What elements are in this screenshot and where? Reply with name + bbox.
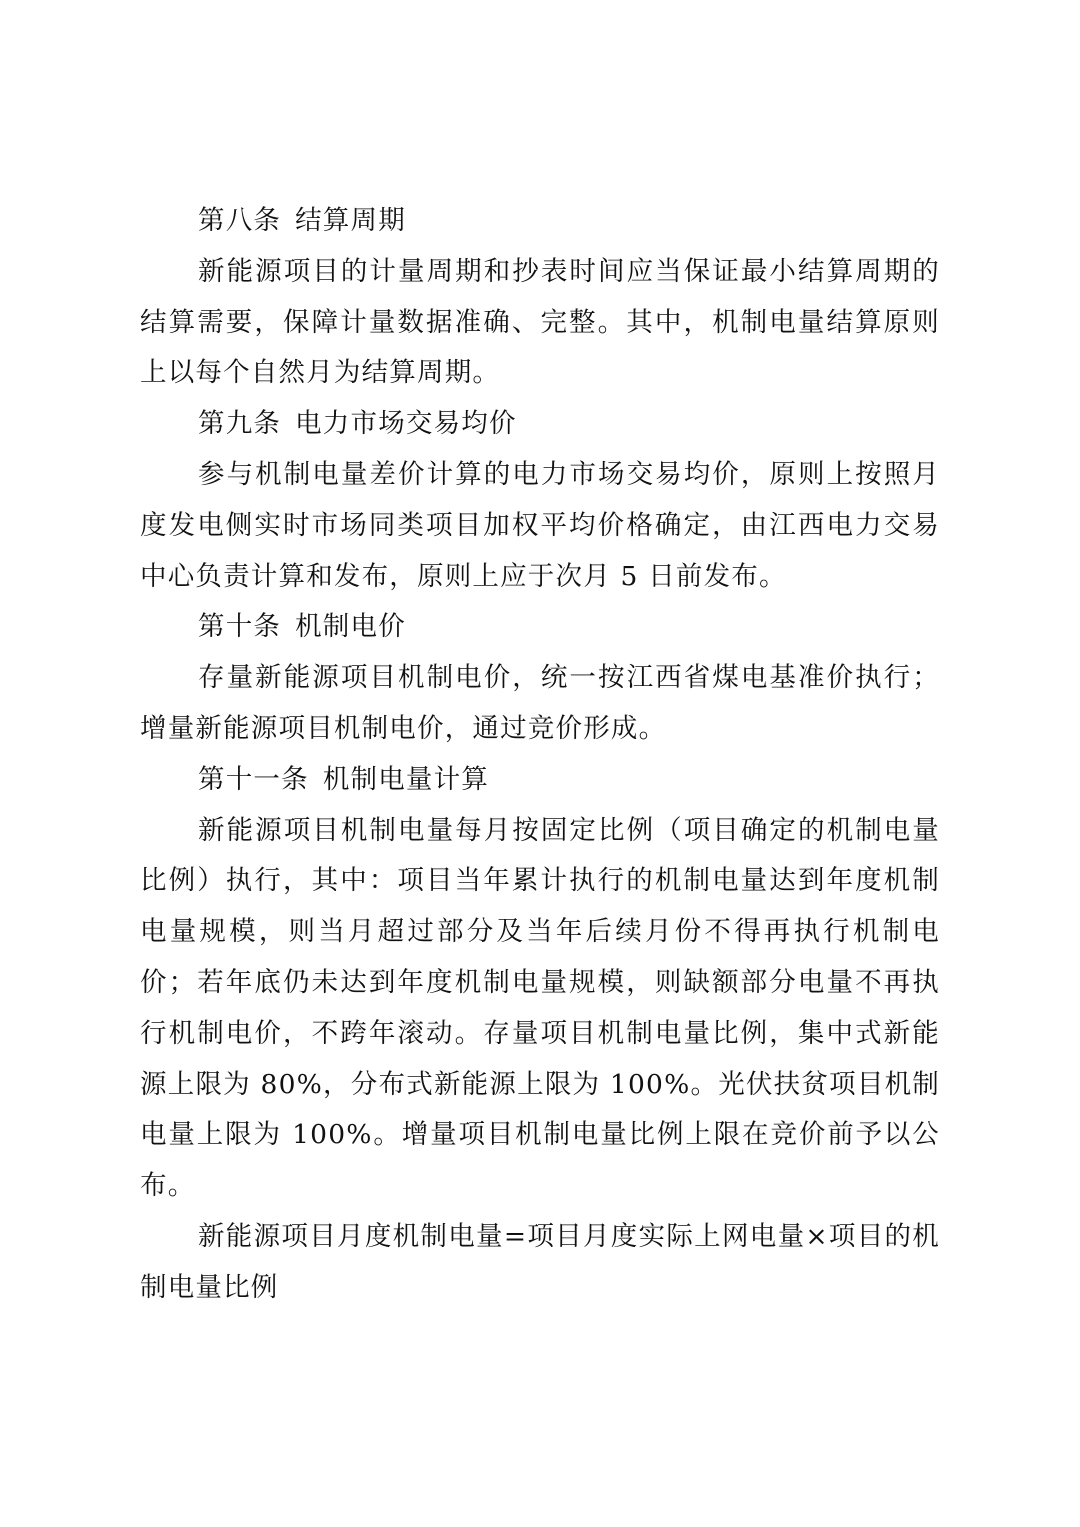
article-8-heading [140,196,940,247]
article-11-heading [140,755,940,806]
article-9-heading [140,399,940,450]
article-title: 机制电量计算 [322,763,490,795]
article-title: 电力市场交易均价 [295,408,517,440]
article-number: 第九条 [198,408,282,440]
article-8-paragraph: 新能源项目的计量周期和抄表时间应当保证最小结算周期的结算需要，保障计量数据准确、完整。其中，机制电量结算原则上以每个自然月为结算周期。 [140,255,940,389]
article-number: 第十条 [198,611,282,643]
article-number: 第十一条 [198,763,309,795]
article-11-paragraph-1: 新能源项目机制电量每月按固定比例（项目确定的机制电量比例）执行，其中：项目当年累计执行的机制电量达到年度机制电量规模，则当月超过部分及当年后续月份不得再执行机制电价；若年底仍未达到年度机制电量规模，则缺额部分电量不再执行机制电价，不跨年滚动。存量项目机制电量比例，集中式新能源上限为 80%，分布式新能源上限为 100%。光伏扶贫项目机制电量上限为 100%。增量项目机制电量比例上限在竞价前予以公布。 [140,814,940,1202]
article-10-heading [140,602,940,653]
document-page [140,196,940,1314]
article-9-paragraph: 参与机制电量差价计算的电力市场交易均价，原则上按照月度发电侧实时市场同类项目加权平均价格确定，由江西电力交易中心负责计算和发布，原则上应于次月 5 日前发布。 [140,458,940,592]
article-11-formula-paragraph: 新能源项目月度机制电量=项目月度实际上网电量×项目的机制电量比例 [140,1220,940,1303]
article-number: 第八条 [198,205,282,236]
article-title: 机制电价 [295,611,406,643]
article-10-paragraph: 存量新能源项目机制电价，统一按江西省煤电基准价执行；增量新能源项目机制电价，通过竞价形成。 [140,662,940,744]
article-title: 结算周期 [295,205,406,236]
